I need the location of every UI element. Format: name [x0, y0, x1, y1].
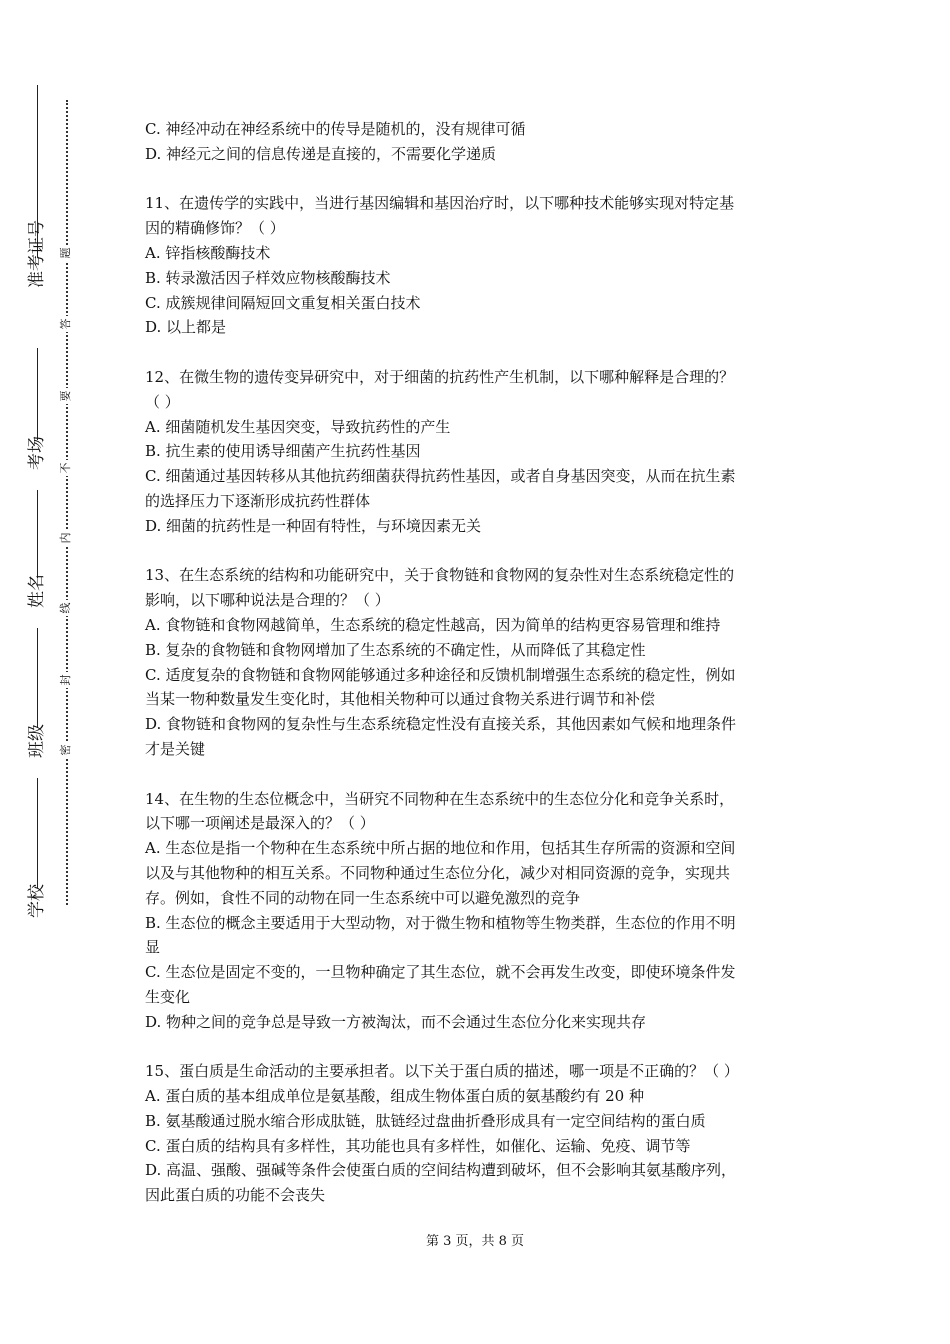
- margin-label-exam-room: 考场: [22, 440, 52, 490]
- option-line: C. 神经冲动在神经系统中的传导是随机的，没有规律可循: [145, 120, 526, 138]
- question-12: [145, 365, 810, 539]
- option-line: B. 氨基酸通过脱水缩合形成肽链，肽链经过盘曲折叠形成具有一定空间结构的蛋白质: [145, 1111, 706, 1130]
- seal-char: 内: [58, 530, 74, 546]
- question-line: 13、在生态系统的结构和功能研究中，关于食物链和食物网的复杂性对生态系统稳定性的: [145, 566, 735, 585]
- seal-char: 题: [58, 245, 74, 261]
- binding-dotted-line: [66, 100, 68, 905]
- option-line: 显: [145, 938, 161, 957]
- question-line: （ ）: [145, 392, 180, 411]
- margin-label-class: 班级: [22, 728, 52, 778]
- option-line: A. 锌指核酸酶技术: [145, 243, 271, 262]
- option-line: 因此蛋白质的功能不会丧失: [145, 1186, 326, 1205]
- option-line: 存。例如，食性不同的动物在同一生态系统中可以避免激烈的竞争: [145, 888, 581, 907]
- option-line: 才是关键: [145, 739, 206, 758]
- seal-char: 密: [58, 742, 74, 758]
- option-line: 以及与其他物种的相互关系。不同物种通过生态位分化，减少对相同资源的竞争，实现共: [145, 863, 731, 882]
- question-13: [145, 563, 810, 761]
- option-line: B. 转录激活因子样效应物核酸酶技术: [145, 268, 391, 287]
- question-line: 因的精确修饰？（ ）: [145, 219, 285, 238]
- question-content: [145, 117, 810, 1208]
- question-15: [145, 1059, 810, 1208]
- seal-char: 封: [58, 672, 74, 688]
- option-line: C. 蛋白质的结构具有多样性，其功能也具有多样性，如催化、运输、免疫、调节等: [145, 1136, 691, 1155]
- option-line: D. 高温、强酸、强碱等条件会使蛋白质的空间结构遭到破坏，但不会影响其氨基酸序列，: [145, 1161, 737, 1180]
- option-line: 当某一物种数量发生变化时，其他相关物种可以通过食物关系进行调节和补偿: [145, 690, 656, 709]
- seal-char: 不: [58, 460, 74, 476]
- question-line: 12、在微生物的遗传变异研究中，对于细菌的抗药性产生机制，以下哪种解释是合理的？: [145, 367, 735, 386]
- question-11: [145, 191, 810, 340]
- option-line: B. 抗生素的使用诱导细菌产生抗药性基因: [145, 442, 421, 461]
- question-line: 以下哪一项阐述是最深入的？（ ）: [145, 814, 375, 833]
- seal-char: 线: [58, 600, 74, 616]
- option-line: A. 细菌随机发生基因突变，导致抗药性的产生: [145, 417, 451, 436]
- option-line: 的选择压力下逐渐形成抗药性群体: [145, 491, 371, 510]
- question-10-tail: [145, 117, 810, 167]
- seal-char: 要: [58, 388, 74, 404]
- option-line: C. 生态位是固定不变的，一旦物种确定了其生态位，就不会再发生改变，即使环境条件发: [145, 963, 736, 982]
- question-line: 15、蛋白质是生命活动的主要承担者。以下关于蛋白质的描述，哪一项是不正确的？（ ）: [145, 1062, 739, 1081]
- option-line: C. 适度复杂的食物链和食物网能够通过多种途径和反馈机制增强生态系统的稳定性，例如: [145, 665, 736, 684]
- option-line: C. 成簇规律间隔短回文重复相关蛋白技术: [145, 293, 421, 312]
- question-line: 11、在遗传学的实践中，当进行基因编辑和基因治疗时，以下哪种技术能够实现对特定基: [145, 194, 735, 213]
- question-line: 影响，以下哪种说法是合理的？（ ）: [145, 591, 390, 610]
- option-line: A. 蛋白质的基本组成单位是氨基酸，组成生物体蛋白质的氨基酸约有 20 种: [145, 1087, 644, 1106]
- margin-label-name: 姓名: [22, 578, 52, 628]
- option-line: D. 细菌的抗药性是一种固有特性，与环境因素无关: [145, 516, 482, 535]
- option-line: D. 以上都是: [145, 318, 227, 337]
- seal-char: 答: [58, 316, 74, 332]
- page-footer: 第 3 页，共 8 页: [425, 1234, 525, 1249]
- option-line: B. 生态位的概念主要适用于大型动物，对于微生物和植物等生物类群，生态位的作用不明: [145, 913, 736, 932]
- option-line: B. 复杂的食物链和食物网增加了生态系统的不确定性，从而降低了其稳定性: [145, 640, 646, 659]
- option-line: D. 神经元之间的信息传递是直接的，不需要化学递质: [145, 144, 497, 163]
- option-line: D. 物种之间的竞争总是导致一方被淘汰，而不会通过生态位分化来实现共存: [145, 1012, 647, 1031]
- question-line: 14、在生物的生态位概念中，当研究不同物种在生态系统中的生态位分化和竞争关系时，: [145, 789, 735, 808]
- margin-label-exam-number: 准考证号: [22, 258, 52, 348]
- option-line: C. 细菌通过基因转移从其他抗药细菌获得抗药性基因，或者自身基因突变，从而在抗生素: [145, 467, 736, 486]
- binding-solid-line: [37, 85, 38, 925]
- option-line: 生变化: [145, 987, 191, 1006]
- question-14: [145, 787, 810, 1035]
- option-line: D. 食物链和食物网的复杂性与生态系统稳定性没有直接关系，其他因素如气候和地理条件: [145, 715, 737, 734]
- option-line: A. 生态位是指一个物种在生态系统中所占据的地位和作用，包括其生存所需的资源和空间: [145, 839, 736, 858]
- option-line: A. 食物链和食物网越简单，生态系统的稳定性越高，因为简单的结构更容易管理和维持: [145, 615, 721, 634]
- margin-label-school: 学校: [22, 888, 52, 938]
